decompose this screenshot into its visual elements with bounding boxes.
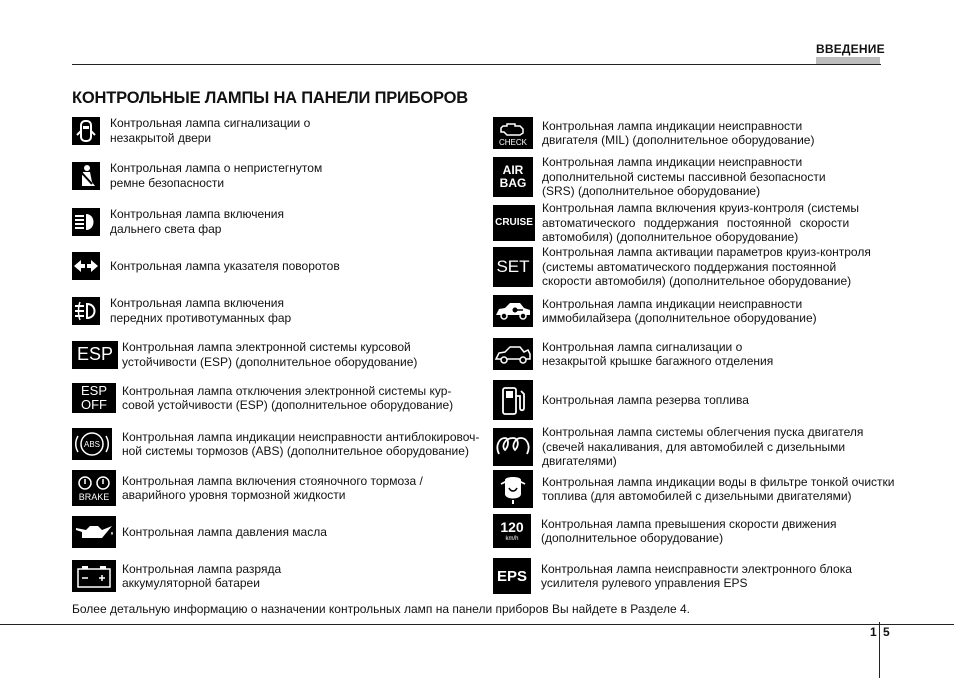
item-text: Контрольная лампа индикации неисправности антиблокировоч- ной системы тормозов (ABS) (дополнительное оборудование)	[122, 429, 480, 458]
door-ajar-icon	[72, 117, 100, 145]
bottom-divider	[0, 624, 954, 625]
list-item	[493, 470, 895, 508]
trunk-open-icon	[493, 338, 533, 370]
brake-icon: BRAKE	[72, 470, 116, 506]
section-label: ВВЕДЕНИЕ	[816, 42, 885, 56]
water-in-fuel-icon	[493, 470, 533, 508]
list-item	[493, 295, 817, 327]
item-text: Контрольная лампа отключения электронной системы кур- совой устойчивости (ESP) (дополнительное оборудование)	[122, 383, 454, 412]
check-engine-icon: CHECK	[493, 117, 533, 149]
cruise-icon: CRUISE	[493, 205, 535, 241]
item-text: Контрольная лампа индикации неисправности дополнительной системы пассивной безопасности (SRS) (дополнительное оборудование)	[542, 155, 826, 198]
page-number: 5	[883, 625, 890, 639]
list-item	[493, 117, 814, 149]
item-text: Контрольная лампа давления масла	[122, 524, 327, 539]
list-item	[72, 516, 327, 548]
item-text: Контрольная лампа включения дальнего света фар	[110, 207, 284, 236]
low-fuel-icon	[493, 380, 533, 420]
page-title: КОНТРОЛЬНЫЕ ЛАМПЫ НА ПАНЕЛИ ПРИБОРОВ	[72, 89, 468, 107]
list-item	[72, 252, 340, 280]
oil-pressure-icon	[72, 516, 116, 548]
esp-off-icon: ESP OFF	[72, 383, 116, 413]
list-item	[72, 560, 281, 592]
page-number-divider	[879, 622, 880, 678]
immobilizer-icon	[493, 295, 533, 327]
seat-belt-icon	[72, 162, 100, 190]
set-icon: SET	[493, 247, 533, 287]
item-text: Контрольная лампа разряда аккумуляторной батареи	[122, 561, 282, 590]
list-item	[72, 116, 310, 145]
list-item	[72, 296, 291, 325]
high-beam-icon	[72, 208, 100, 236]
item-text: Контрольная лампа электронной системы курсовой устойчивости (ESP) (дополнительное оборудование)	[122, 340, 418, 369]
list-item	[493, 201, 859, 245]
item-text: Контрольная лампа неисправности электронного блока усилителя рулевого управления EPS	[541, 561, 852, 590]
item-text: Контрольная лампа о непристегнутом ремне безопасности	[110, 161, 323, 190]
item-text: Контрольная лампа указателя поворотов	[110, 258, 340, 273]
item-text: Контрольная лампа включения стояночного тормоза / аварийного уровня тормозной жидкости	[122, 473, 423, 502]
turn-signal-icon	[72, 252, 100, 280]
list-item	[493, 425, 863, 469]
item-text: Контрольная лампа резерва топлива	[542, 392, 749, 407]
item-text: Контрольная лампа включения круиз-контроля (системы автоматического поддержания постоянной скорости автомобиля) (дополнительное оборудование)	[542, 201, 859, 244]
item-text: Контрольная лампа индикации неисправности двигателя (MIL) (дополнительное оборудование)	[542, 118, 815, 147]
item-text: Контрольная лампа активации параметров круиз-контроля (системы автоматического поддержания постоянной скорости автомобиля) (дополнительное оборудование)	[542, 245, 871, 288]
list-item	[72, 428, 479, 460]
battery-icon	[72, 560, 116, 592]
section-bar	[816, 57, 880, 64]
list-item	[72, 161, 322, 190]
item-text: Контрольная лампа системы облегчения пуска двигателя (свечей накаливания, для автомобилей с дизельными двигателями)	[542, 425, 864, 468]
abs-icon: ABS	[72, 428, 112, 460]
chapter-number: 1	[870, 625, 877, 639]
speed-warning-icon: 120 km/h	[493, 514, 531, 548]
list-item	[72, 470, 423, 506]
item-text: Контрольная лампа индикации воды в фильтре тонкой очистки топлива (для автомобилей с дизельными двигателями)	[542, 474, 895, 503]
list-item	[493, 514, 837, 548]
item-text: Контрольная лампа индикации неисправности иммобилайзера (дополнительное оборудование)	[542, 296, 817, 325]
list-item	[493, 338, 773, 370]
list-item	[493, 155, 826, 199]
list-item	[493, 380, 749, 420]
top-divider	[72, 64, 881, 65]
glow-plug-icon	[493, 428, 533, 466]
item-text: Контрольная лампа включения передних противотуманных фар	[110, 296, 292, 325]
item-text: Контрольная лампа превышения скорости движения (дополнительное оборудование)	[541, 516, 837, 545]
esp-icon: ESP	[72, 341, 118, 369]
airbag-icon: AIR BAG	[493, 157, 533, 197]
item-text: Контрольная лампа сигнализации о незакрытой крышке багажного отделения	[542, 339, 774, 368]
footnote: Более детальную информацию о назначении контрольных ламп на панели приборов Вы найдете в Разделе 4.	[72, 602, 690, 616]
list-item	[493, 245, 871, 289]
item-text: Контрольная лампа сигнализации о незакрытой двери	[110, 116, 311, 145]
eps-icon: EPS	[493, 558, 531, 594]
list-item	[72, 340, 417, 369]
list-item	[72, 207, 284, 236]
list-item	[72, 383, 453, 413]
front-fog-icon	[72, 297, 100, 325]
list-item	[493, 558, 852, 594]
